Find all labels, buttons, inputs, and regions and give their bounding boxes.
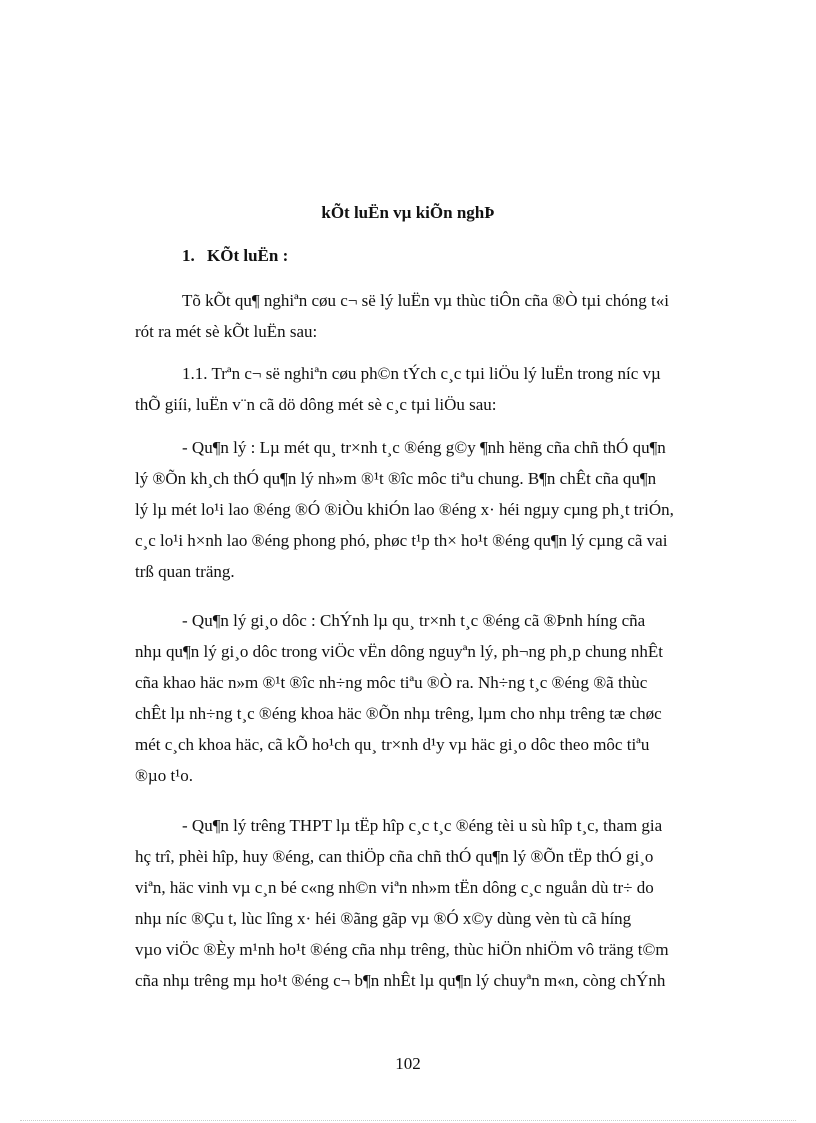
section-heading [182,246,288,266]
page-title: kÕt luËn vµ kiÕn nghÞ [321,203,495,222]
paragraph-quan-ly-giao-duc [135,605,745,791]
paragraph-line: chÊt lµ nh÷ng t¸c ®éng khoa häc ®Õn nhµ trêng, lµm cho nhµ trêng tæ chøc [135,704,662,723]
paragraph-line: viªn, häc vinh vµ c¸n bé c«ng nh©n viªn nh»m tËn dông c¸c nguån dù tr÷ do [135,878,654,897]
paragraph-1-1 [135,358,745,420]
paragraph-line: - Qu¶n lý trêng THPT lµ tËp hîp c¸c t¸c ®éng tèi u sù hîp t¸c, tham gia [182,816,663,835]
paragraph-line: - Qu¶n lý : Lµ mét qu¸ tr×nh t¸c ®éng g©y ¶nh hëng cña chñ thÓ qu¶n [182,438,666,457]
paragraph-quan-ly-truong [135,810,745,996]
paragraph-line: 1.1. Trªn c¬ së nghiªn cøu ph©n tÝch c¸c tµi liÖu lý luËn trong níc vµ [182,364,661,383]
footer-divider [20,1120,796,1121]
paragraph-quan-ly [135,432,745,587]
page-number: 102 [395,1054,421,1073]
paragraph-line: - Qu¶n lý gi¸o dôc : ChÝnh lµ qu¸ tr×nh t¸c ®éng cã ®Þnh híng cña [182,611,646,630]
paragraph-line: ®µo t¹o. [135,766,194,785]
paragraph-line: rót ra mét sè kÕt luËn sau: [135,322,318,341]
paragraph-line: c¸c lo¹i h×nh lao ®éng phong phó, phøc t¹p th× ho¹t ®éng qu¶n lý cµng cã vai [135,531,668,550]
paragraph-line: hç trî, phèi hîp, huy ®éng, can thiÖp cña chñ thÓ qu¶n lý ®Õn tËp thÓ gi¸o [135,847,654,866]
paragraph-line: nhµ qu¶n lý gi¸o dôc trong viÖc vËn dông nguyªn lý, ph¬ng ph¸p chung nhÊt [135,642,664,661]
section-number: 1. [182,246,195,265]
paragraph-line: nhµ níc ®Çu t, lùc lîng x· héi ®ãng gãp vµ ®Ó x©y dùng vèn tù cã híng [135,909,632,928]
paragraph-line: trß quan träng. [135,562,235,581]
paragraph-line: mét c¸ch khoa häc, cã kÕ ho¹ch qu¸ tr×nh d¹y vµ häc gi¸o dôc theo môc tiªu [135,735,650,754]
paragraph-line: lý ®Õn kh¸ch thÓ qu¶n lý nh»m ®¹t ®îc môc tiªu chung. B¶n chÊt cña qu¶n [135,469,657,488]
paragraph-line: Tõ kÕt qu¶ nghiªn cøu c¬ së lý luËn vµ thùc tiÔn cña ®Ò tµi chóng t«i [182,291,669,310]
paragraph-line: lý lµ mét lo¹i lao ®éng ®Ó ®iÒu khiÓn lao ®éng x· héi ngµy cµng ph¸t triÓn, [135,500,674,519]
paragraph-line: thÕ giíi, luËn v¨n cã dö dông mét sè c¸c tµi liÖu sau: [135,395,497,414]
paragraph-line: cña nhµ trêng mµ ho¹t ®éng c¬ b¶n nhÊt lµ qu¶n lý chuyªn m«n, còng chÝnh [135,971,666,990]
paragraph-intro [135,285,745,347]
section-label: KÕt luËn : [207,246,289,265]
paragraph-line: vµo viÖc ®Èy m¹nh ho¹t ®éng cña nhµ trêng, thùc hiÖn nhiÖm vô träng t©m [135,940,669,959]
paragraph-line: cña khao häc n»m ®¹t ®îc nh÷ng môc tiªu ®Ò ra. Nh÷ng t¸c ®éng ®ã thùc [135,673,648,692]
